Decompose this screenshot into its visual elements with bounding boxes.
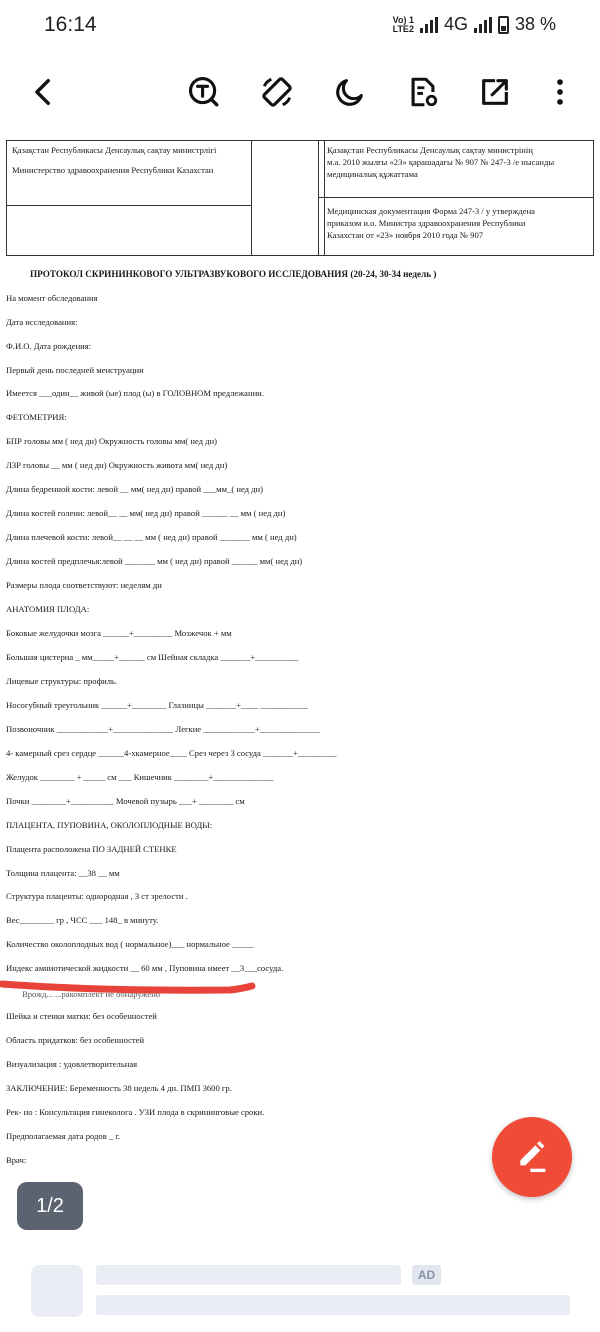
doc-line: Имеется ___один__ живой (ые) плод (ы) в ГОЛОВНОМ предлежании. [6, 388, 264, 398]
status-icons [393, 14, 556, 35]
doc-line: Боковые желудочки мозга ______+_________ Мозжечок + мм [6, 628, 232, 638]
section-heading: ФЕТОМЕТРИЯ: [6, 412, 67, 422]
section-heading: АНАТОМИЯ ПЛОДА: [6, 604, 90, 614]
doc-line: Толщина плацента: __38 __ мм [6, 868, 120, 878]
protocol-title: ПРОТОКОЛ СКРИНИНКОВОГО УЛЬТРАЗВУКОВОГО ИССЛЕДОВАНИЯ (20-24, 30-34 недель ) [30, 269, 437, 279]
doc-line: Почки ________+__________ Мочевой пузырь ___+ ________ см [6, 796, 245, 806]
status-time: 16:14 [44, 13, 97, 36]
doc-line: Дата исследования: [6, 317, 78, 327]
doc-line: ЛЗР головы __ мм ( нед дн) Окружность живота мм( нед дн) [6, 460, 228, 470]
battery-icon [498, 16, 509, 34]
viewer-toolbar [0, 60, 600, 124]
doc-line: Плацента расположена ПО ЗАДНЕЙ СТЕНКЕ [6, 844, 177, 854]
doc-line: Предполагаемая дата родов _ г. [6, 1131, 121, 1141]
doc-line: Вес________ гр , ЧСС ___ 148_ в минуту. [6, 915, 159, 925]
ad-badge: AD [412, 1265, 441, 1285]
doc-line: Область придатков: без особенностей [6, 1035, 145, 1045]
doc-line: Размеры плода соответствуют: неделям дн [6, 580, 162, 590]
status-bar [0, 0, 600, 52]
doc-line: Индекс амниотической жидкости __ 60 мм , Пуповина имеет __3___сосуда. [6, 963, 284, 973]
doc-line: Шейка и стенки матки: без особенностей [6, 1011, 157, 1021]
doc-line: Структура плаценты: однородная , 3 ст зрелости . [6, 891, 188, 901]
header-right-top: Қазақстан Республикасы Денсаулық сақтау министрінің м.а. 2010 жылғы «23» қарашадағы № 907 № 247-3 /е нысанды медициналық құжаттама [327, 145, 555, 179]
doc-line: БПР головы мм ( нед дн) Окружность головы мм( нед дн) [6, 436, 217, 446]
battery-level: 38 % [514, 14, 556, 34]
doc-line: Длина костей голени: левой__ __ мм( нед дн) правой ______ __ мм ( нед дн) [6, 508, 286, 518]
form-header-table [6, 140, 594, 256]
section-heading: ПЛАЦЕНТА, ПУПОВИНА, ОКОЛОПЛОДНЫЕ ВОДЫ: [6, 820, 213, 830]
doc-line: Рек- но : Консультация гинеколога . УЗИ плода в скрининговые сроки. [6, 1107, 265, 1117]
text-recognize-icon[interactable] [186, 74, 222, 110]
doc-line: 4- камерный срез сердце ______4-хкамерное____ Срез через 3 сосуда _______+_________ [6, 748, 337, 758]
doc-line: ЗАКЛЮЧЕНИЕ: Беременность 38 недель 4 дн. ПМП 3600 гр. [6, 1083, 232, 1093]
signal-icon [420, 17, 438, 33]
doc-line: Длина бедренной кости: левой __ мм( нед дн) правой ___мм_( нед дн) [6, 484, 264, 494]
doc-line: Первый день последней менструации [6, 365, 144, 375]
doc-line: На момент обследования [6, 293, 98, 303]
doc-line: Позвоночник ____________+______________ Легкие ____________+______________ [6, 724, 320, 734]
pencil-icon [512, 1137, 552, 1177]
network-type: 4G [443, 14, 468, 34]
doc-line: Желудок ________ + _____ см ___ Кишечник ________+______________ [6, 772, 274, 782]
doc-line: Большая цистерна _ мм_____+______ см Шейная складка _______+__________ [6, 652, 299, 662]
more-icon[interactable] [542, 74, 578, 110]
ad-text-placeholder [96, 1295, 570, 1315]
doc-line: Лицевые структуры: профиль. [6, 676, 118, 686]
header-right-bottom: Медицинская документация Форма 247-3 / у утверждена приказом и.о. Министра здравоохранения Республики Казахстан от «23» ноября 2010 года № 907 [327, 206, 535, 240]
open-external-icon[interactable] [477, 74, 513, 110]
rotate-screen-icon[interactable] [259, 74, 295, 110]
volte-indicator: Vo) 1 LTE2 [392, 14, 414, 34]
night-mode-icon[interactable] [332, 74, 368, 110]
page-indicator: 1/2 [17, 1182, 83, 1230]
red-highlight-stroke [0, 978, 600, 1002]
signal-icon-2 [474, 17, 492, 33]
ad-banner[interactable] [0, 1245, 600, 1332]
back-icon[interactable] [26, 74, 62, 110]
doc-line: Ф.И.О. Дата рождения: [6, 341, 92, 351]
doc-line: Носогубный треугольник ______+________ Глазницы _______+____ ___________ [6, 700, 308, 710]
doc-line-partial: Врожд... ...ракомплект не обнаружено [22, 989, 161, 999]
edit-fab-button[interactable] [492, 1117, 572, 1197]
document-settings-icon[interactable] [405, 74, 441, 110]
ad-title-placeholder [96, 1265, 401, 1285]
doc-line: Длина плечевой кости: левой__ __ __ мм ( нед дн) правой _______ мм ( нед дн) [6, 532, 297, 542]
document-page [0, 132, 600, 987]
doc-line: Количество околоплодных вод ( нормальное)___ нормальное _____ [6, 939, 254, 949]
doc-line: Врач: [6, 1155, 27, 1165]
doc-line: Визуализация : удовлетворительная [6, 1059, 138, 1069]
ad-thumbnail [31, 1265, 83, 1317]
header-left-top: Қазақстан Республикасы Денсаулық сақтау министрлігі Министерство здравоохранения Республики Казахстан [12, 145, 217, 175]
doc-line: Длина костей предплечья:левой _______ мм ( нед дн) правой ______ мм( нед дн) [6, 556, 303, 566]
